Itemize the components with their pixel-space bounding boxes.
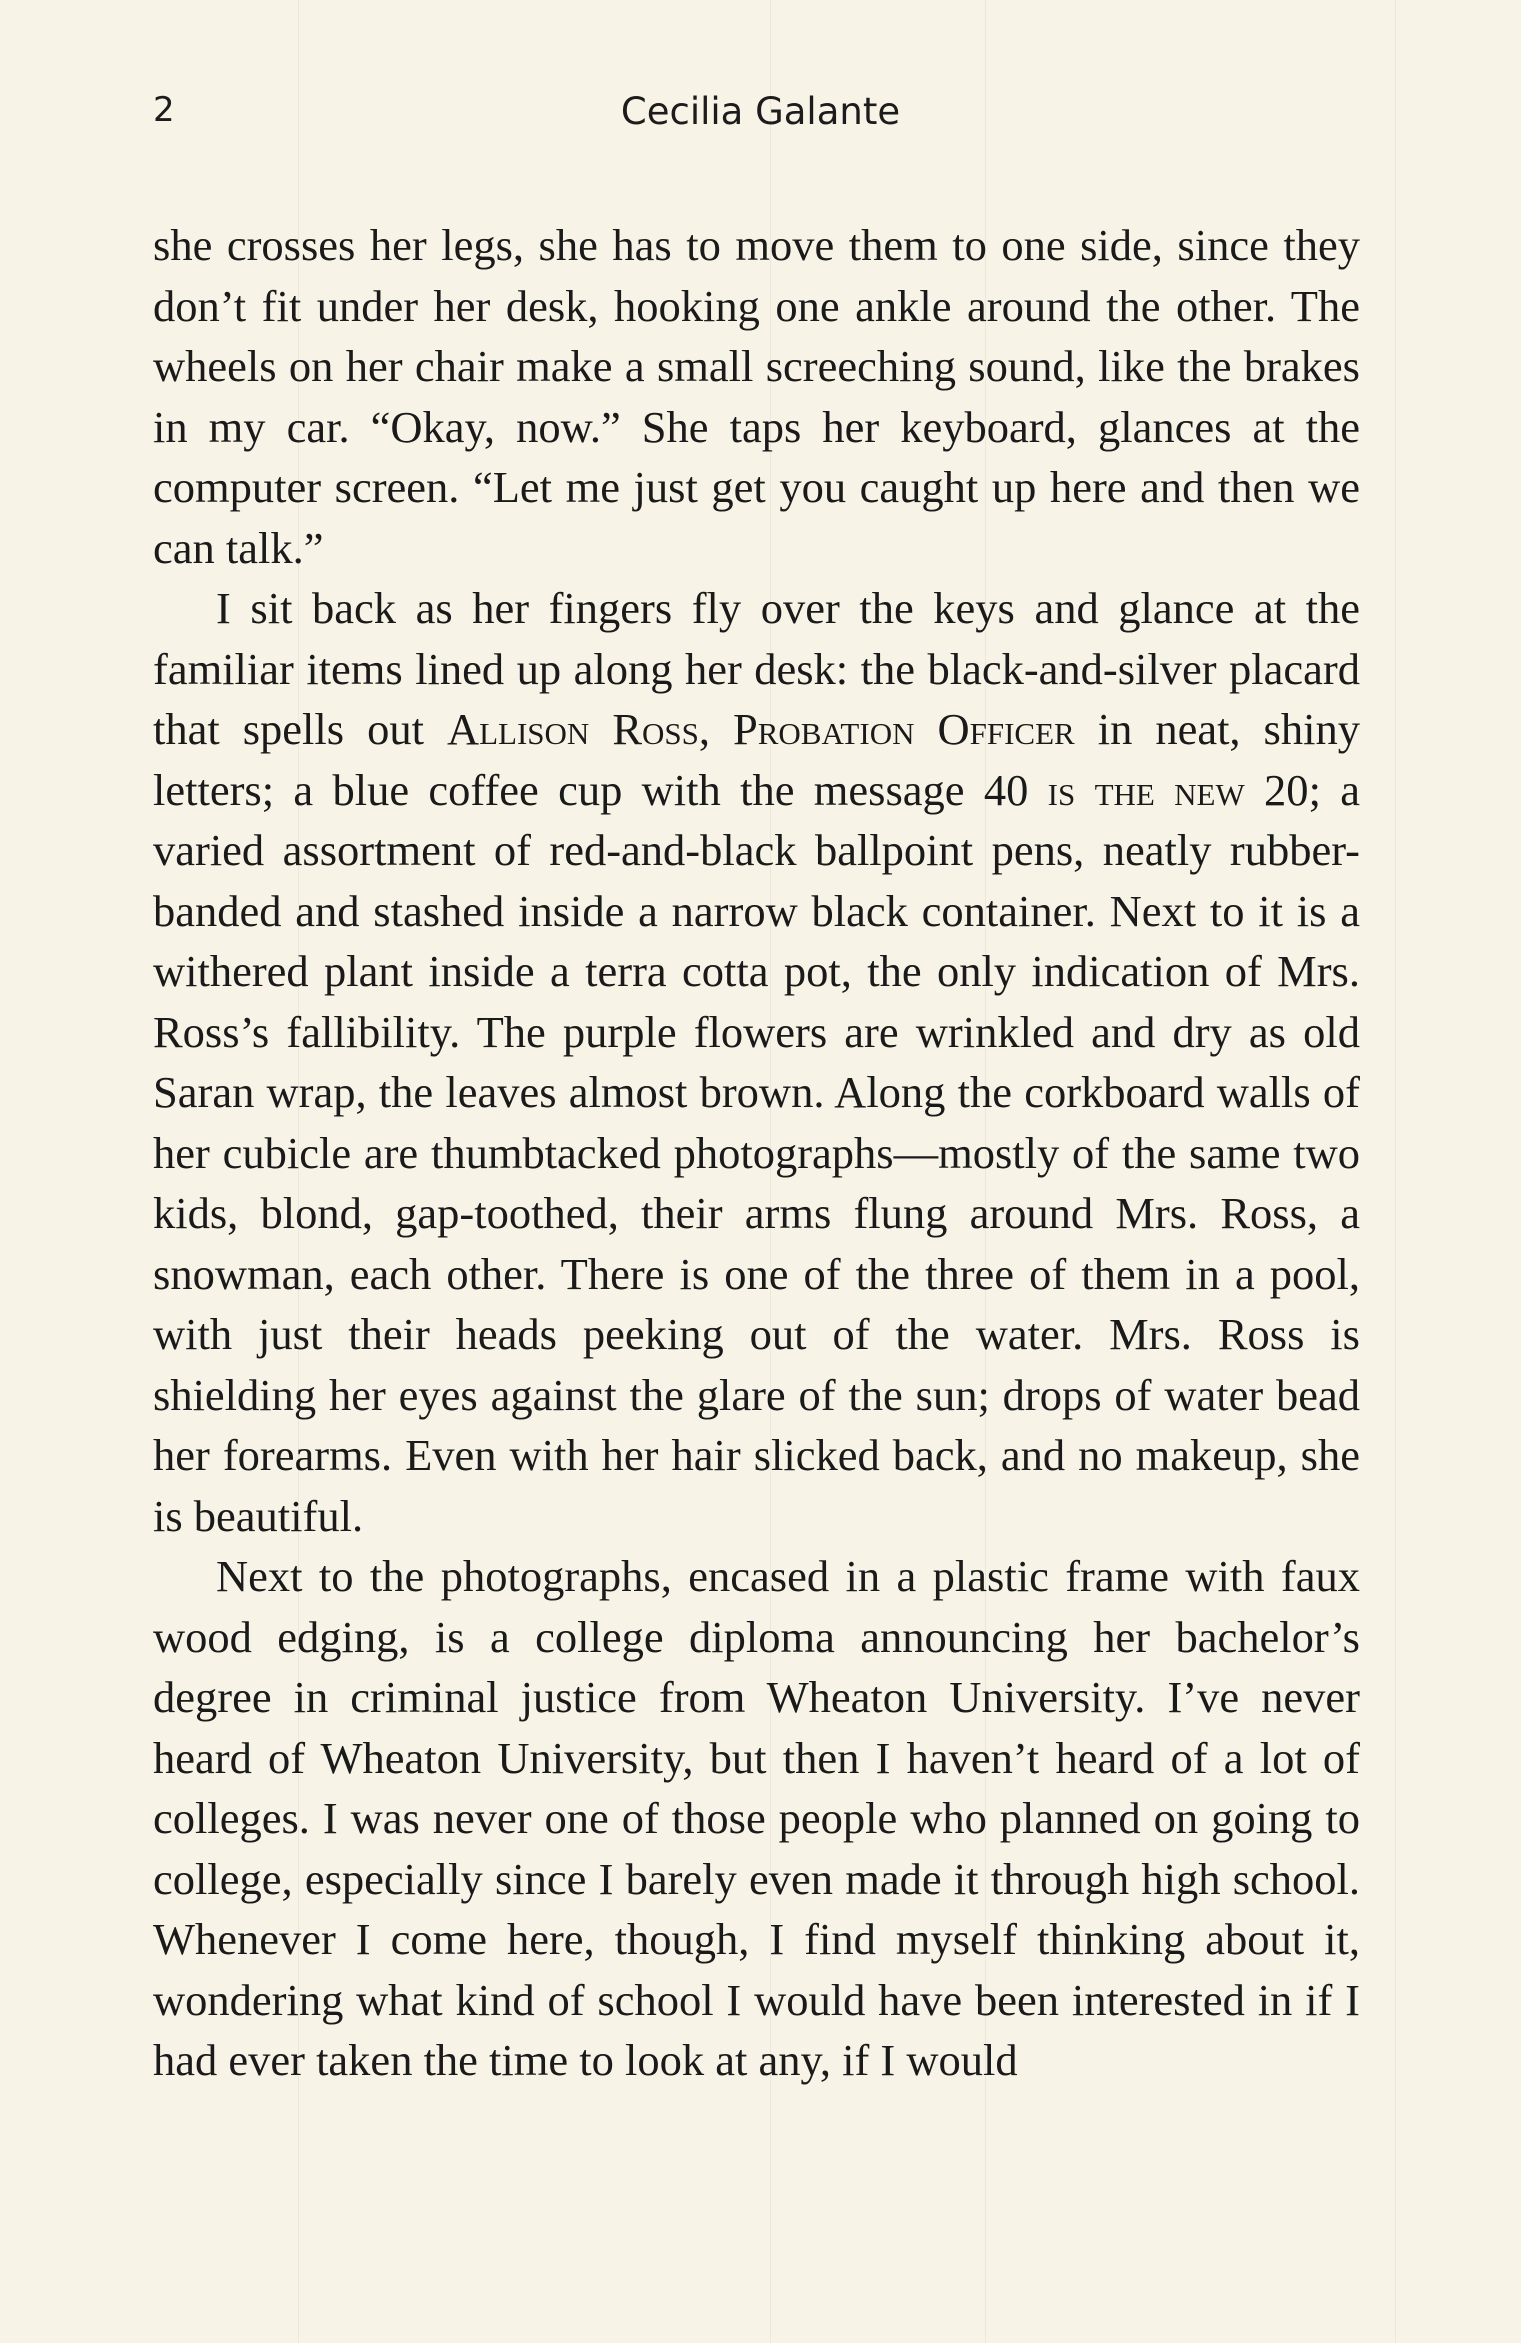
scan-artifact-line bbox=[1395, 0, 1396, 2343]
paragraph-2-text: ; a varied assortment of red-and-black ballpoint pens, neatly rubber-banded and stashed inside a narrow black container. Next to it is a withered plant inside a terra cotta pot, the only indication of Mrs. Ross’s fallibility. The purple flowers are wrinkled and dry as old Saran wrap, the leaves almost brown. Along the corkboard walls of her cubicle are thumbtacked photographs—mostly of the same two kids, blond, gap-toothed, their arms flung around Mrs. Ross, a snowman, each other. There is one of the three of them in a pool, with just their heads peeking out of the water. Mrs. Ross is shielding her eyes against the glare of the sun; drops of water bead her forearms. Even with her hair slicked back, and no makeup, she is beautiful. bbox=[153, 764, 1360, 1541]
paragraph-3: Next to the photographs, encased in a plastic frame with faux wood edging, is a college diploma announcing her bachelor’s degree in criminal justice from Wheaton University. I’ve never heard of Wheaton University, but then I haven’t heard of a lot of colleges. I was never one of those people who planned on going to college, especially since I barely even made it through high school. Whenever I come here, though, I find myself thinking about it, wondering what kind of school I would have been interested in if I had ever taken the time to look at any, if I would bbox=[153, 1551, 1360, 2085]
paragraph-1: she crosses her legs, she has to move them to one side, since they don’t fit under her desk, hooking one ankle around the other. The wheels on her chair make a small screeching sound, like the brakes in my car. “Okay, now.” She taps her keyboard, glances at the computer screen. “Let me just get you caught up here and then we can talk.” bbox=[153, 220, 1360, 573]
paragraph-2-text: in neat, shiny letters; a blue coffee cup with the message bbox=[153, 704, 1360, 815]
placard-text: Allison Ross, Probation Officer bbox=[446, 704, 1075, 754]
running-head-author: Cecilia Galante bbox=[620, 90, 901, 133]
paragraph-2-text: I sit back as her fingers fly over the keys and glance at the familiar items lined up along her desk: the black-and-silver placard that spells out bbox=[153, 583, 1360, 754]
paragraph-2 bbox=[153, 578, 1360, 1546]
coffee-cup-message: 40 is the new 20 bbox=[983, 764, 1309, 815]
running-head bbox=[0, 82, 1521, 142]
page-number: 2 bbox=[153, 90, 175, 130]
body-text bbox=[153, 215, 1360, 2091]
